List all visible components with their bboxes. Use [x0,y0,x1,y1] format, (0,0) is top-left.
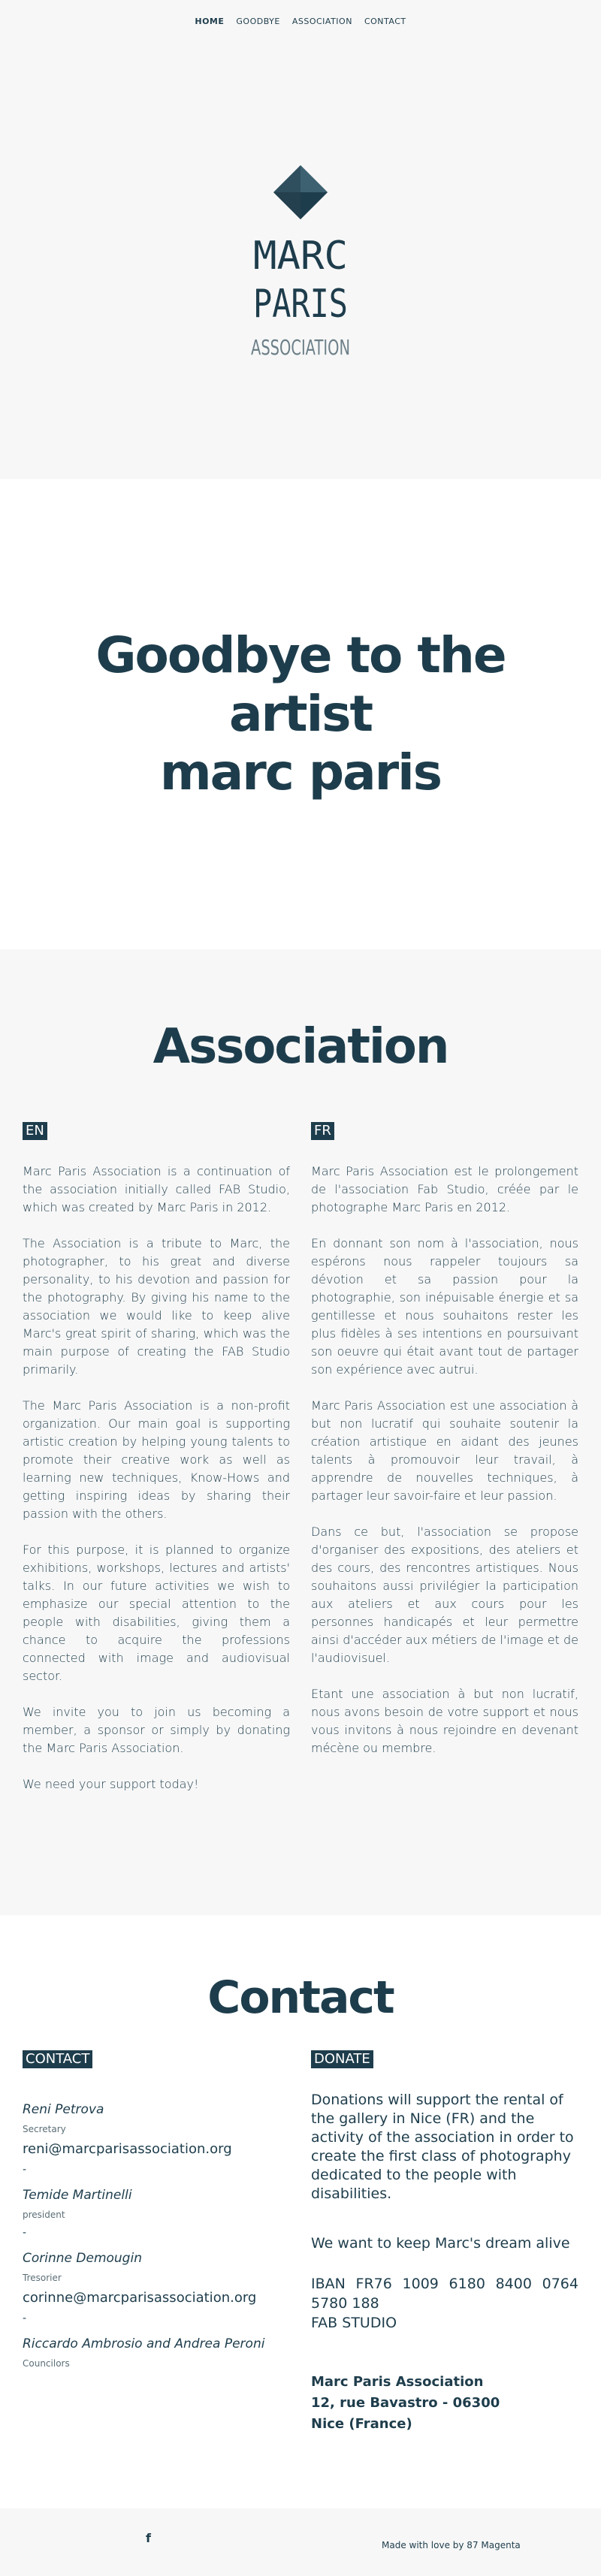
nav-item-home[interactable]: HOME [195,17,225,26]
nav-item-contact[interactable]: CONTACT [364,17,406,26]
fr-paragraph: En donnant son nom à l'association, nous espérons nous rappeler toujours sa dévotion et sa passion pour la photographie, son inépuisable énergie et sa gentillesse et nous souhaitons rester les plus fidèles à ses intentions en poursuivant son oeuvre qui était avant tout de partager son expérience avec autrui. [311,1236,578,1377]
hero-section [0,0,601,479]
person-email-link[interactable]: reni@marcparisassociation.org [23,2141,232,2157]
fr-tag: FR [311,1122,334,1140]
footer [0,2508,601,2576]
association-heading: Association [153,1019,448,1075]
en-paragraph: The Association is a tribute to Marc, the photographer, to his great and diverse personality, to his devotion and passion for the photography. By giving his name to the association we would like to keep alive Marc's great spirit of sharing, which was the main purpose of creating the FAB Studio primarily. [23,1236,290,1377]
person-role: Secretary [23,2124,66,2134]
association-columns [0,1122,601,1811]
separator: - [23,2164,27,2176]
marc-paris-logo [248,162,353,360]
person-name: Corinne Demougin [23,2251,142,2266]
en-paragraph: For this purpose, it is planned to organize exhibitions, workshops, lectures and artists' talks. In our future activities we wish to emphasize our special attention to the people with disabilities, giving them a chance to acquire the professions connected with image and audiovisual sector. [23,1543,290,1683]
fr-paragraph: Dans ce but, l'association se propose d'organiser des expositions, des ateliers et des cours, des rencontres artistiques. Nous souhaitons aussi privilégier la participation aux ateliers et aux cours pour les personnes handicapés et leur permettre ainsi d'accéder aux métiers de l'image et de l'audiovisuel. [311,1525,578,1665]
contact-column [23,2050,290,2435]
address-street: 12, rue Bavastro - 06300 [311,2395,500,2411]
postal-address [311,2372,578,2435]
donate-column [311,2050,578,2435]
nav-item-association[interactable]: ASSOCIATION [291,17,352,26]
en-paragraph: We invite you to join us becoming a member, a sponsor or simply by donating the Marc Paris Association. [23,1705,290,1755]
separator: - [23,2312,27,2324]
address-name: Marc Paris Association [311,2374,484,2390]
contact-columns [0,2050,601,2435]
person-role: Tresorier [23,2273,62,2283]
goodbye-section [0,479,601,949]
donate-description: Donations will support the rental of the gallery in Nice (FR) and the activity of the association in order to create the first class of photography dedicated to the people with disabilities. [311,2092,574,2202]
footer-credit: Made with love by 87 Magenta [382,2540,521,2550]
nav-item-goodbye[interactable]: GOODBYE [236,17,280,26]
logo-line-association: ASSOCIATION [251,335,350,360]
english-column [23,1122,290,1811]
french-column [311,1122,578,1811]
fr-paragraph: Etant une association à but non lucratif, nous avons besoin de votre support et nous vous invitons à nous rejoindre en devenant mécène ou membre. [311,1687,578,1755]
contact-heading: Contact [207,1971,394,2024]
en-paragraph: Marc Paris Association is a continuation of the association initially called FAB Studio, which was created by Marc Paris in 2012. [23,1164,290,1214]
fr-paragraph: Marc Paris Association est une association à but non lucratif qui souhaite soutenir la création artistique en aidant des jeunes talents à promouvoir leur travail, à apprendre de nouvelles techniques, à partager leur savoir-faire et leur passion. [311,1398,578,1503]
facebook-icon[interactable]: f [146,2531,151,2545]
dream-text: We want to keep Marc's dream alive [311,2235,570,2252]
diamond-logo-icon [273,165,328,219]
main-nav [0,17,601,26]
association-section [0,949,601,1915]
person-role: Councilors [23,2358,70,2369]
goodbye-heading [38,626,563,802]
fr-paragraph: Marc Paris Association est le prolongement de l'association Fab Studio, créée par le photographe Marc Paris en 2012. [311,1164,578,1214]
en-paragraph: We need your support today! [23,1777,199,1791]
bank-account-name: FAB STUDIO [311,2315,397,2331]
logo-line-paris: PARIS [253,282,348,327]
contact-section [0,1915,601,2508]
person-name: Temide Martinelli [23,2188,132,2203]
donate-tag: DONATE [311,2050,373,2068]
person-email-link[interactable]: corinne@marcparisassociation.org [23,2290,257,2306]
person-role: president [23,2210,65,2220]
iban-number: IBAN FR76 1009 6180 8400 0764 5780 188 [311,2276,578,2312]
person-name: Reni Petrova [23,2102,104,2117]
address-city: Nice (France) [311,2416,412,2432]
en-paragraph: The Marc Paris Association is a non-profit organization. Our main goal is supporting artistic creation by helping young talents to promote their creative work as well as learning new techniques, Know-Hows and getting inspiring ideas by sharing their passion with the others. [23,1398,290,1521]
goodbye-heading-line1: Goodbye to the artist [95,626,506,743]
goodbye-heading-line2: marc paris [159,744,442,801]
contact-tag: CONTACT [23,2050,92,2068]
separator: - [23,2227,27,2239]
en-tag: EN [23,1122,47,1140]
person-name: Riccardo Ambrosio and Andrea Peroni [23,2336,265,2351]
logo-line-marc: MARC [253,234,348,279]
